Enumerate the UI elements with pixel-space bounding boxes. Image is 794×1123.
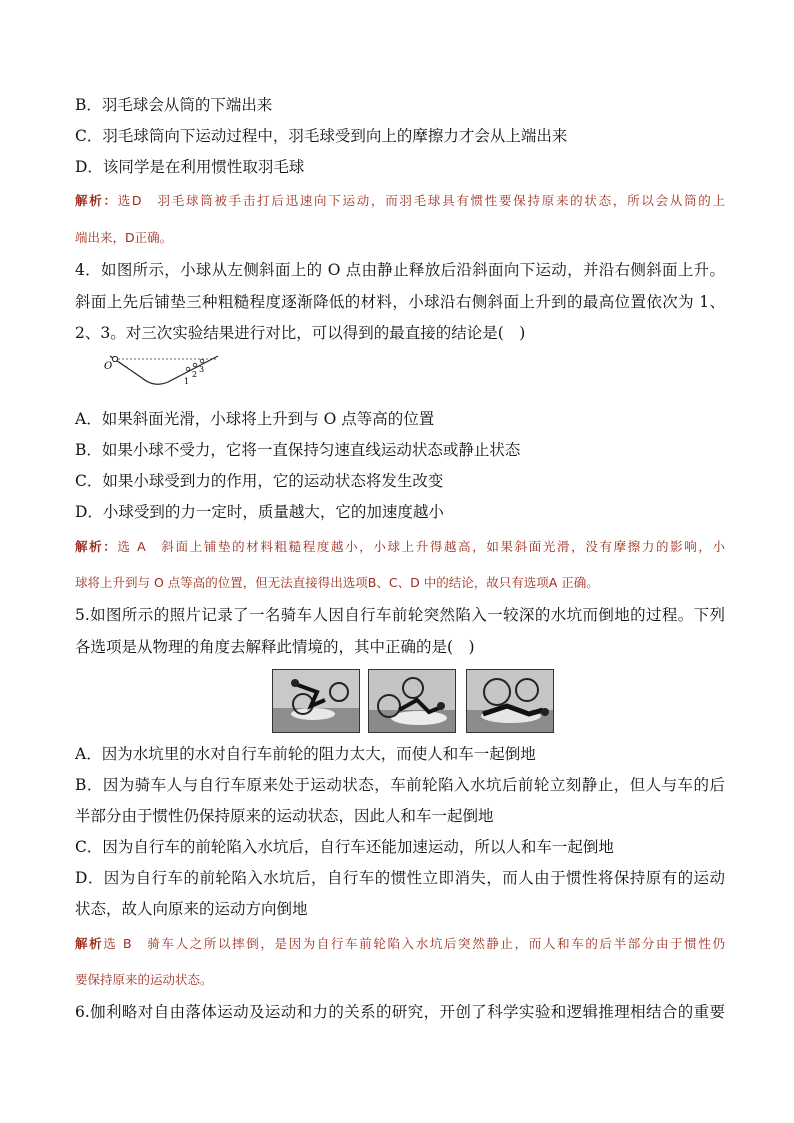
- q4-option-c: C．如果小球受到力的作用，它的运动状态将发生改变: [75, 472, 444, 490]
- q5-option-d-line2: 状态，故人向原来的运动方向倒地: [75, 900, 308, 918]
- level-1-label: 1: [184, 377, 190, 386]
- q5-option-b-line1: B．因为骑车人与自行车原来处于运动状态，车前轮陷入水坑后前轮立刻静止，但人与车的后: [75, 776, 725, 794]
- q3-option-b: B．羽毛球会从筒的下端出来: [75, 96, 273, 114]
- q4-analysis-line2: 球将上升到与 O 点等高的位置，但无法直接得出选项B、C、D 中的结论，故只有选项A 正确。: [75, 575, 599, 590]
- photo-3: [466, 669, 554, 733]
- q5-analysis-label: 解析: [75, 936, 104, 951]
- q5-stem-line2: 各选项是从物理的角度去解释此情境的，其中正确的是( ): [75, 638, 475, 656]
- point-o-label: O: [104, 361, 113, 372]
- photo-1: [272, 669, 360, 733]
- q5-option-c: C．因为自行车的前轮陷入水坑后，自行车还能加速运动，所以人和车一起倒地: [75, 838, 614, 856]
- q3-analysis-label: 解析：: [75, 193, 118, 208]
- q4-analysis-line1: [75, 536, 725, 558]
- q6-stem-line1: 6.伽利略对自由落体运动及运动和力的关系的研究，开创了科学实验和逻辑推理相结合的重要: [75, 1003, 725, 1021]
- q4-option-b: B．如果小球不受力，它将一直保持匀速直线运动状态或静止状态: [75, 441, 521, 459]
- q5-option-b-line2: 半部分由于惯性仍保持原来的运动状态，因此人和车一起倒地: [75, 807, 494, 825]
- photo-strip: [272, 669, 554, 733]
- level-2-label: 2: [192, 370, 198, 379]
- q3-analysis-text1: 选D 羽毛球筒被手击打后迅速向下运动，而羽毛球具有惯性要保持原来的状态，所以会从筒的上: [117, 193, 725, 208]
- level-3-label: 3: [199, 365, 205, 374]
- q5-stem-line1: 5.如图所示的照片记录了一名骑车人因自行车前轮突然陷入一较深的水坑而倒地的过程。下列: [75, 606, 725, 624]
- q5-option-d-line1: D．因为自行车的前轮陷入水坑后，自行车的惯性立即消失，而人由于惯性将保持原有的运动: [75, 869, 725, 887]
- q4-stem-line3: 2、3。对三次实验结果进行对比，可以得到的最直接的结论是( ): [75, 324, 526, 342]
- cyclist-photo-1: [273, 670, 359, 732]
- q5-option-a: A．因为水坑里的水对自行车前轮的阻力太大，而使人和车一起倒地: [75, 745, 536, 763]
- q4-analysis-text1: 选 A 斜面上铺垫的材料粗糙程度越小，小球上升得越高，如果斜面光滑，没有摩擦力的影响，小: [117, 539, 725, 554]
- q5-analysis-line2: 要保持原来的运动状态。: [75, 972, 213, 987]
- q3-option-d: D．该同学是在利用惯性取羽毛球: [75, 158, 305, 176]
- photo-2: [368, 669, 456, 733]
- ball-position-2: [193, 363, 197, 367]
- cyclist-photo-3: [467, 670, 553, 732]
- q3-option-c: C．羽毛球筒向下运动过程中，羽毛球受到向上的摩擦力才会从上端出来: [75, 127, 568, 145]
- q4-option-a: A．如果斜面光滑，小球将上升到与 O 点等高的位置: [75, 410, 435, 428]
- q5-analysis-line1: [75, 933, 725, 955]
- q4-analysis-label: 解析：: [75, 539, 118, 554]
- q4-stem-line1: 4．如图所示，小球从左侧斜面上的 O 点由静止释放后沿斜面向下运动，并沿右侧斜面上升。: [75, 261, 725, 279]
- cyclist-photo-2: [369, 670, 455, 732]
- incline-figure: [100, 350, 230, 394]
- q3-analysis-line1: [75, 190, 725, 212]
- ball: [112, 356, 117, 361]
- q4-stem-line2: 斜面上先后铺垫三种粗糙程度逐渐降低的材料，小球沿右侧斜面上升到的最高位置依次为 1、: [75, 293, 725, 311]
- ball-position-3: [200, 359, 204, 363]
- q5-analysis-text1: 选 B 骑车人之所以摔倒，是因为自行车前轮陷入水坑后突然静止，而人和车的后半部分由于惯性仍: [103, 936, 725, 951]
- q4-option-d: D．小球受到的力一定时，质量越大，它的加速度越小: [75, 503, 444, 521]
- q3-analysis-line2: 端出来，D正确。: [75, 230, 173, 245]
- ball-position-1: [186, 367, 190, 371]
